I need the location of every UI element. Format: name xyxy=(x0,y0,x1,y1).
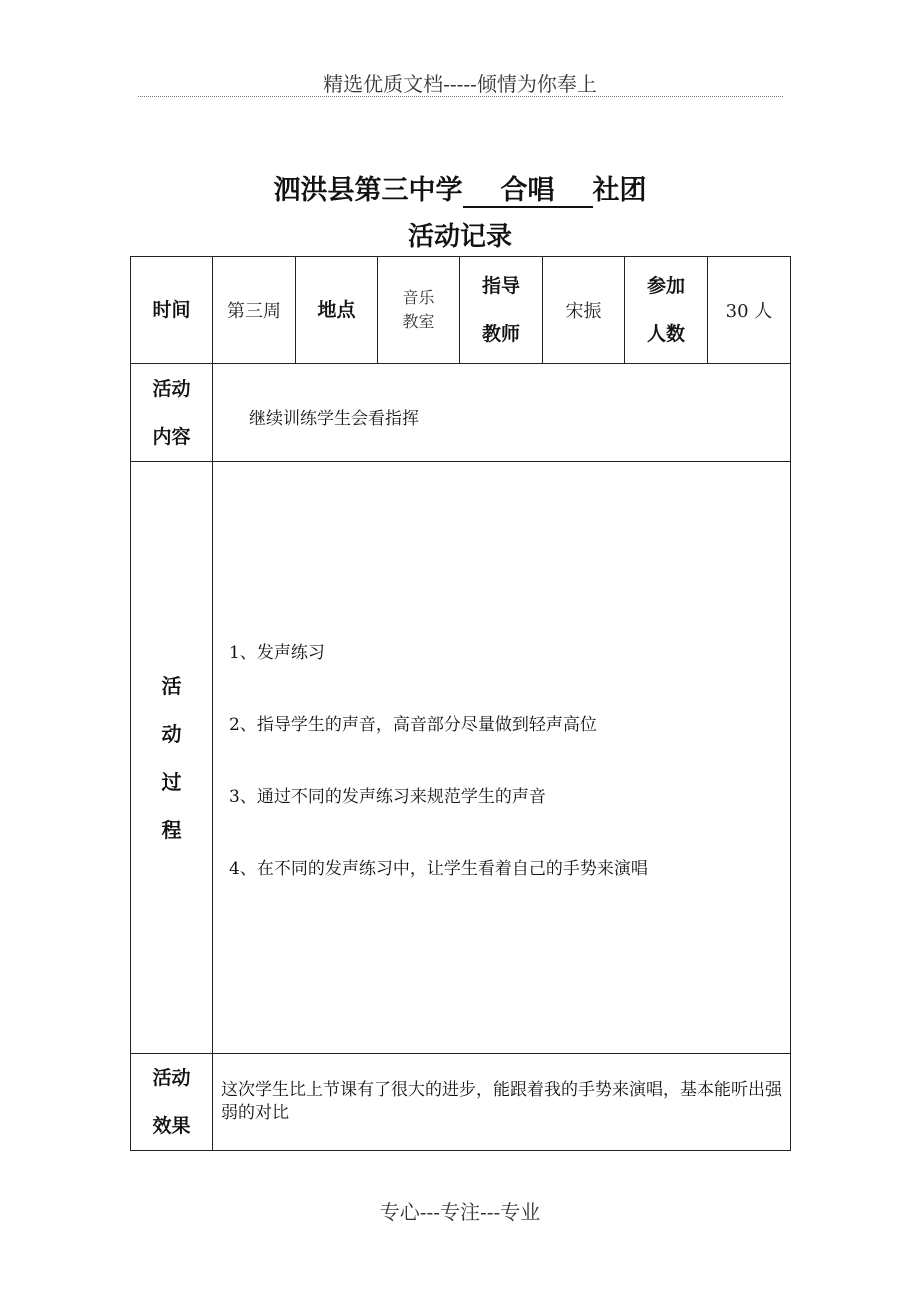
content-label-line1: 活动 xyxy=(152,377,191,400)
content-text: 继续训练学生会看指挥 xyxy=(249,409,419,429)
process-label-char: 动 xyxy=(161,721,182,746)
teacher-value: 宋振 xyxy=(543,257,625,364)
place-value-line1: 音乐 xyxy=(402,288,435,307)
effect-label-line1: 活动 xyxy=(152,1067,191,1089)
process-step: 1、发声练习 xyxy=(229,643,325,663)
process-step: 4、在不同的发声练习中，让学生看着自己的手势来演唱 xyxy=(229,859,648,879)
process-label xyxy=(131,462,213,1054)
count-label-line2: 人数 xyxy=(646,323,685,345)
place-value xyxy=(378,257,460,364)
count-label xyxy=(625,257,708,364)
process-cell xyxy=(213,462,791,1054)
teacher-label-line1: 指导 xyxy=(481,275,520,297)
info-row xyxy=(131,257,791,364)
content-cell xyxy=(213,364,791,462)
process-label-char: 程 xyxy=(161,817,182,842)
effect-row xyxy=(131,1054,791,1151)
process-step: 2、指导学生的声音，高音部分尽量做到轻声高位 xyxy=(229,715,597,735)
process-row xyxy=(131,462,791,1054)
content-label-line2: 内容 xyxy=(152,425,191,448)
page-header: 精选优质文档-----倾情为你奉上 xyxy=(323,72,597,96)
document-subtitle: 活动记录 xyxy=(407,222,512,252)
process-label-char: 活 xyxy=(161,673,182,698)
time-value: 第三周 xyxy=(213,257,296,364)
content-row xyxy=(131,364,791,462)
club-name: 合唱 xyxy=(463,176,593,208)
activity-record-table xyxy=(130,256,791,1151)
count-label-line1: 参加 xyxy=(646,275,685,297)
header-divider xyxy=(138,96,783,97)
place-value-line2: 教室 xyxy=(402,312,435,331)
effect-text: 这次学生比上节课有了很大的进步，能跟着我的手势来演唱，基本能听出强弱的对比 xyxy=(213,1054,791,1151)
title-suffix: 社团 xyxy=(592,175,647,206)
effect-label-line2: 效果 xyxy=(152,1115,191,1137)
process-step: 3、通过不同的发声练习来规范学生的声音 xyxy=(229,787,546,807)
count-value: 30 人 xyxy=(708,257,791,364)
teacher-label xyxy=(460,257,543,364)
process-label-char: 过 xyxy=(161,769,182,794)
teacher-label-line2: 教师 xyxy=(481,323,520,345)
effect-label xyxy=(131,1054,213,1151)
title-prefix: 泗洪县第三中学 xyxy=(273,175,463,206)
page-footer: 专心---专注---专业 xyxy=(379,1200,541,1224)
document-title xyxy=(0,168,920,208)
time-label: 时间 xyxy=(131,257,213,364)
content-label xyxy=(131,364,213,462)
place-label: 地点 xyxy=(296,257,378,364)
